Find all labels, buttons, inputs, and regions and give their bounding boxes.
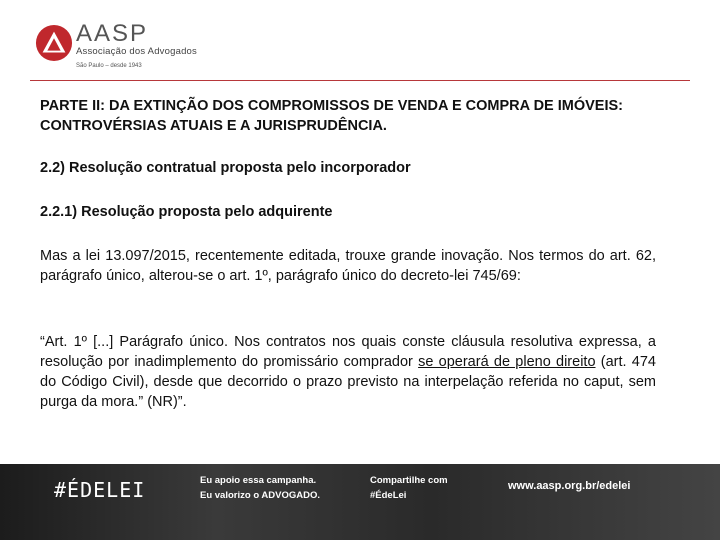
campaign-hashtag: #ÉDELEI <box>54 478 146 502</box>
quote-underlined-text: se operará de pleno direito <box>418 354 596 370</box>
part-title: PARTE II: DA EXTINÇÃO DOS COMPROMISSOS DE VENDA E COMPRA DE IMÓVEIS: CONTROVÉRSIAS ATUAIS E A JURISPRUDÊNCIA. <box>40 98 624 134</box>
campaign-url-link[interactable]: www.aasp.org.br/edelei <box>508 480 631 492</box>
brand-name: AASP <box>76 20 149 47</box>
brand-subtitle: Associação dos Advogados <box>76 46 197 57</box>
quote-text-end: (art. 474 do Código Civil), desde que decorrido o prazo previsto na interpelação referida no caput, sem purga da mora.” (NR)”. <box>40 354 656 410</box>
quote-paragraph <box>40 332 656 412</box>
header <box>30 18 690 81</box>
body-paragraph: Mas a lei 13.097/2015, recentemente editada, trouxe grande inovação. Nos termos do art. 62, parágrafo único, alterou-se o art. 1º, parágrafo único do decreto-lei 745/69: <box>40 248 656 284</box>
section-heading-2-2-1: 2.2.1) Resolução proposta pelo adquirente <box>40 204 333 220</box>
campaign-line-1: Eu apoio essa campanha. <box>200 475 317 486</box>
quote-text-start: “Art. 1º [...] Parágrafo único. Nos contratos nos quais conste cláusula resolutiva expressa, a resolução por inadimplemento do promissário comprador <box>40 334 656 370</box>
campaign-line-2: Eu valorizo o ADVOGADO. <box>200 490 320 501</box>
brand-city: São Paulo – desde 1943 <box>76 63 142 69</box>
slide-content <box>40 96 656 410</box>
share-line-2: #ÉdeLei <box>370 490 407 501</box>
section-heading-2-2: 2.2) Resolução contratual proposta pelo incorporador <box>40 160 411 176</box>
aasp-logo-icon <box>35 24 73 62</box>
campaign-footer-banner <box>0 464 720 540</box>
share-line-1: Compartilhe com <box>370 475 448 486</box>
